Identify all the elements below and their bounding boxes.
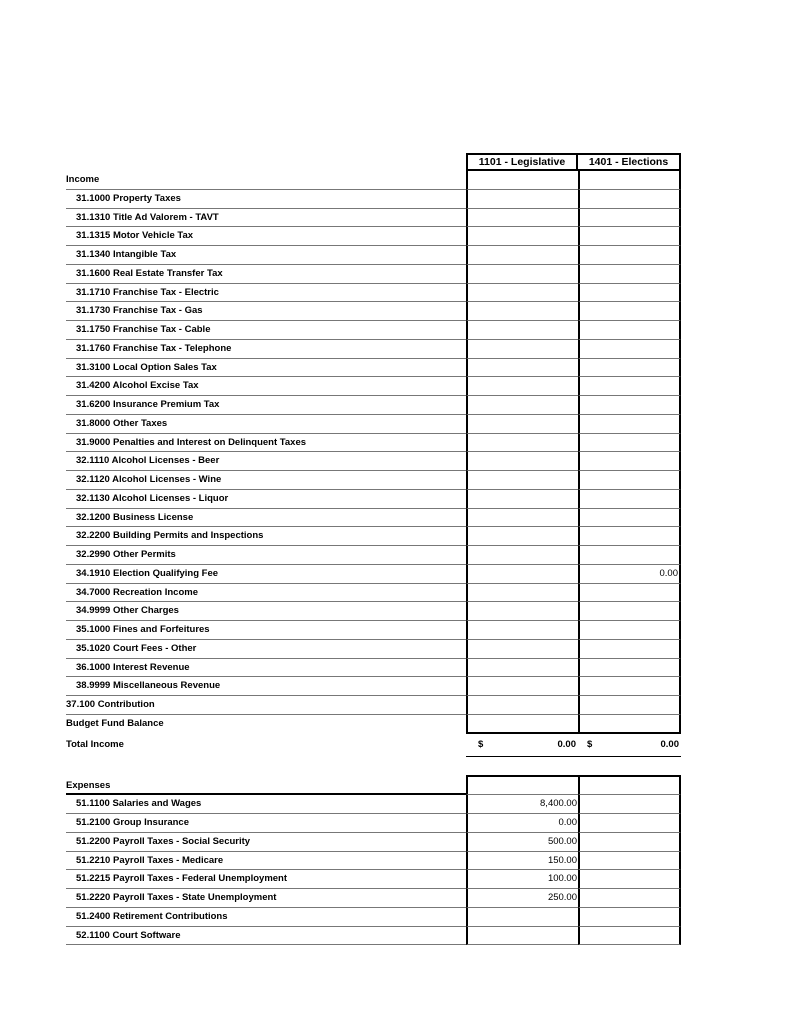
row-label: 31.1600 Real Estate Transfer Tax [66, 265, 466, 284]
table-row [66, 377, 681, 396]
cell-elections[interactable] [578, 546, 681, 565]
table-row [66, 795, 681, 814]
row-label: 51.2200 Payroll Taxes - Social Security [66, 833, 466, 852]
cell-legislative[interactable] [466, 908, 578, 927]
cell-legislative[interactable]: 100.00 [466, 870, 578, 889]
cell-legislative[interactable] [466, 340, 578, 359]
cell-elections[interactable] [578, 833, 681, 852]
table-row [66, 908, 681, 927]
row-label: 37.100 Contribution [66, 696, 466, 715]
expenses-header-row [66, 777, 681, 796]
row-label: 31.1340 Intangible Tax [66, 246, 466, 265]
table-row [66, 396, 681, 415]
table-row [66, 889, 681, 908]
cell-legislative[interactable] [466, 302, 578, 321]
row-label: 31.9000 Penalties and Interest on Delinquent Taxes [66, 434, 466, 453]
row-label: 51.2220 Payroll Taxes - State Unemployment [66, 889, 466, 908]
cell-legislative[interactable] [466, 927, 578, 946]
table-row [66, 565, 681, 584]
row-label: 32.2200 Building Permits and Inspections [66, 527, 466, 546]
cell-elections[interactable] [578, 227, 681, 246]
cell-legislative[interactable] [466, 677, 578, 696]
cell-legislative[interactable] [466, 777, 578, 796]
cell-elections[interactable] [578, 621, 681, 640]
cell-legislative[interactable] [466, 359, 578, 378]
cell-elections[interactable] [578, 209, 681, 228]
table-row [66, 527, 681, 546]
cell-legislative[interactable] [466, 640, 578, 659]
cell-legislative[interactable] [466, 715, 578, 734]
income-header-row [66, 171, 681, 190]
cell-legislative[interactable] [466, 209, 578, 228]
cell-elections[interactable] [578, 490, 681, 509]
cell-elections[interactable] [578, 509, 681, 528]
total-legislative: 0.00 [557, 738, 576, 750]
table-row [66, 415, 681, 434]
table-row [66, 715, 681, 734]
row-label: 32.1120 Alcohol Licenses - Wine [66, 471, 466, 490]
cell-elections[interactable] [578, 321, 681, 340]
cell-legislative[interactable] [466, 490, 578, 509]
table-row [66, 340, 681, 359]
table-row [66, 265, 681, 284]
cell-legislative[interactable] [466, 471, 578, 490]
table-row [66, 284, 681, 303]
cell-elections[interactable] [578, 795, 681, 814]
row-label: 51.2100 Group Insurance [66, 814, 466, 833]
cell-elections[interactable] [578, 659, 681, 678]
row-label: 31.1000 Property Taxes [66, 190, 466, 209]
cell-elections[interactable] [578, 190, 681, 209]
table-row [66, 209, 681, 228]
cell-legislative[interactable] [466, 284, 578, 303]
cell-elections[interactable] [578, 265, 681, 284]
row-label: 31.1310 Title Ad Valorem - TAVT [66, 209, 466, 228]
row-label: 31.4200 Alcohol Excise Tax [66, 377, 466, 396]
cell-legislative[interactable] [466, 621, 578, 640]
cell-legislative[interactable] [466, 377, 578, 396]
cell-elections[interactable] [578, 677, 681, 696]
table-row [66, 927, 681, 946]
row-label: 36.1000 Interest Revenue [66, 659, 466, 678]
cell-elections[interactable] [578, 359, 681, 378]
table-row [66, 814, 681, 833]
cell-legislative[interactable] [466, 696, 578, 715]
cell-legislative[interactable] [466, 659, 578, 678]
cell-legislative[interactable] [466, 602, 578, 621]
row-label: 32.1130 Alcohol Licenses - Liquor [66, 490, 466, 509]
row-label: 31.3100 Local Option Sales Tax [66, 359, 466, 378]
cell-elections[interactable] [578, 434, 681, 453]
cell-elections[interactable] [578, 396, 681, 415]
row-label: 51.2215 Payroll Taxes - Federal Unemployment [66, 870, 466, 889]
table-row [66, 659, 681, 678]
row-label: 35.1000 Fines and Forfeitures [66, 621, 466, 640]
cell-elections[interactable] [578, 696, 681, 715]
cell-legislative[interactable] [466, 584, 578, 603]
cell-legislative[interactable]: 150.00 [466, 852, 578, 871]
table-row [66, 640, 681, 659]
row-label: 32.1110 Alcohol Licenses - Beer [66, 452, 466, 471]
cell-legislative[interactable] [466, 171, 578, 190]
total-elections: 0.00 [660, 738, 679, 750]
table-row [66, 509, 681, 528]
total-income-label: Total Income [66, 738, 124, 750]
table-row [66, 696, 681, 715]
row-label: 31.1315 Motor Vehicle Tax [66, 227, 466, 246]
cell-elections[interactable] [578, 584, 681, 603]
column-headers [466, 153, 681, 171]
row-label: 52.1100 Court Software [66, 927, 466, 946]
cell-legislative[interactable] [466, 527, 578, 546]
cell-elections[interactable] [578, 870, 681, 889]
row-label: 31.1730 Franchise Tax - Gas [66, 302, 466, 321]
row-label: 34.7000 Recreation Income [66, 584, 466, 603]
expenses-header: Expenses [66, 777, 466, 796]
table-row [66, 359, 681, 378]
row-label: 31.8000 Other Taxes [66, 415, 466, 434]
table-row [66, 434, 681, 453]
table-row [66, 602, 681, 621]
row-label: 34.1910 Election Qualifying Fee [66, 565, 466, 584]
row-label: 35.1020 Court Fees - Other [66, 640, 466, 659]
cell-legislative[interactable] [466, 415, 578, 434]
cell-legislative[interactable] [466, 396, 578, 415]
row-label: 31.1750 Franchise Tax - Cable [66, 321, 466, 340]
row-label: 32.2990 Other Permits [66, 546, 466, 565]
column-header-legislative: 1101 - Legislative [466, 153, 578, 171]
cell-elections[interactable] [578, 889, 681, 908]
total-income-row [66, 736, 681, 754]
row-label: 31.6200 Insurance Premium Tax [66, 396, 466, 415]
cell-legislative[interactable]: 0.00 [466, 814, 578, 833]
cell-elections[interactable] [578, 452, 681, 471]
cell-legislative[interactable] [466, 227, 578, 246]
currency-symbol: $ [587, 738, 593, 750]
table-row [66, 833, 681, 852]
table-row [66, 227, 681, 246]
table-row [66, 584, 681, 603]
row-label: 32.1200 Business License [66, 509, 466, 528]
cell-legislative[interactable] [466, 452, 578, 471]
cell-elections[interactable] [578, 471, 681, 490]
table-row [66, 621, 681, 640]
cell-elections[interactable] [578, 340, 681, 359]
cell-elections[interactable] [578, 777, 681, 796]
row-label: 38.9999 Miscellaneous Revenue [66, 677, 466, 696]
cell-legislative[interactable] [466, 321, 578, 340]
table-row [66, 321, 681, 340]
row-label: 51.2210 Payroll Taxes - Medicare [66, 852, 466, 871]
cell-elections[interactable] [578, 171, 681, 190]
cell-legislative[interactable] [466, 246, 578, 265]
table-row [66, 452, 681, 471]
cell-legislative[interactable] [466, 190, 578, 209]
row-label: 34.9999 Other Charges [66, 602, 466, 621]
row-label: 31.1710 Franchise Tax - Electric [66, 284, 466, 303]
income-header: Income [66, 171, 466, 190]
cell-elections[interactable] [578, 302, 681, 321]
currency-symbol: $ [478, 738, 484, 750]
table-row [66, 870, 681, 889]
cell-legislative[interactable] [466, 265, 578, 284]
table-row [66, 677, 681, 696]
table-row [66, 471, 681, 490]
cell-elections[interactable] [578, 852, 681, 871]
cell-elections[interactable] [578, 527, 681, 546]
cell-legislative[interactable]: 250.00 [466, 889, 578, 908]
cell-elections[interactable] [578, 246, 681, 265]
cell-elections[interactable] [578, 415, 681, 434]
cell-legislative[interactable] [466, 565, 578, 584]
row-label: 51.1100 Salaries and Wages [66, 795, 466, 814]
row-label: 51.2400 Retirement Contributions [66, 908, 466, 927]
cell-legislative[interactable] [466, 546, 578, 565]
column-header-elections: 1401 - Elections [578, 153, 681, 171]
table-row [66, 246, 681, 265]
cell-elections[interactable] [578, 377, 681, 396]
table-row [66, 852, 681, 871]
table-row [66, 546, 681, 565]
cell-legislative[interactable]: 500.00 [466, 833, 578, 852]
table-row [66, 190, 681, 209]
cell-elections[interactable] [578, 814, 681, 833]
cell-elections[interactable] [578, 908, 681, 927]
row-label: Budget Fund Balance [66, 717, 164, 729]
cell-elections[interactable] [578, 640, 681, 659]
cell-elections[interactable] [578, 284, 681, 303]
cell-elections[interactable] [578, 602, 681, 621]
table-row [66, 302, 681, 321]
cell-elections[interactable]: 0.00 [578, 565, 681, 584]
cell-legislative[interactable] [466, 509, 578, 528]
table-row [66, 490, 681, 509]
cell-elections[interactable] [578, 927, 681, 946]
cell-elections[interactable] [578, 715, 681, 734]
cell-legislative[interactable] [466, 434, 578, 453]
row-label: 31.1760 Franchise Tax - Telephone [66, 340, 466, 359]
cell-legislative[interactable]: 8,400.00 [466, 795, 578, 814]
total-underline [466, 756, 681, 757]
